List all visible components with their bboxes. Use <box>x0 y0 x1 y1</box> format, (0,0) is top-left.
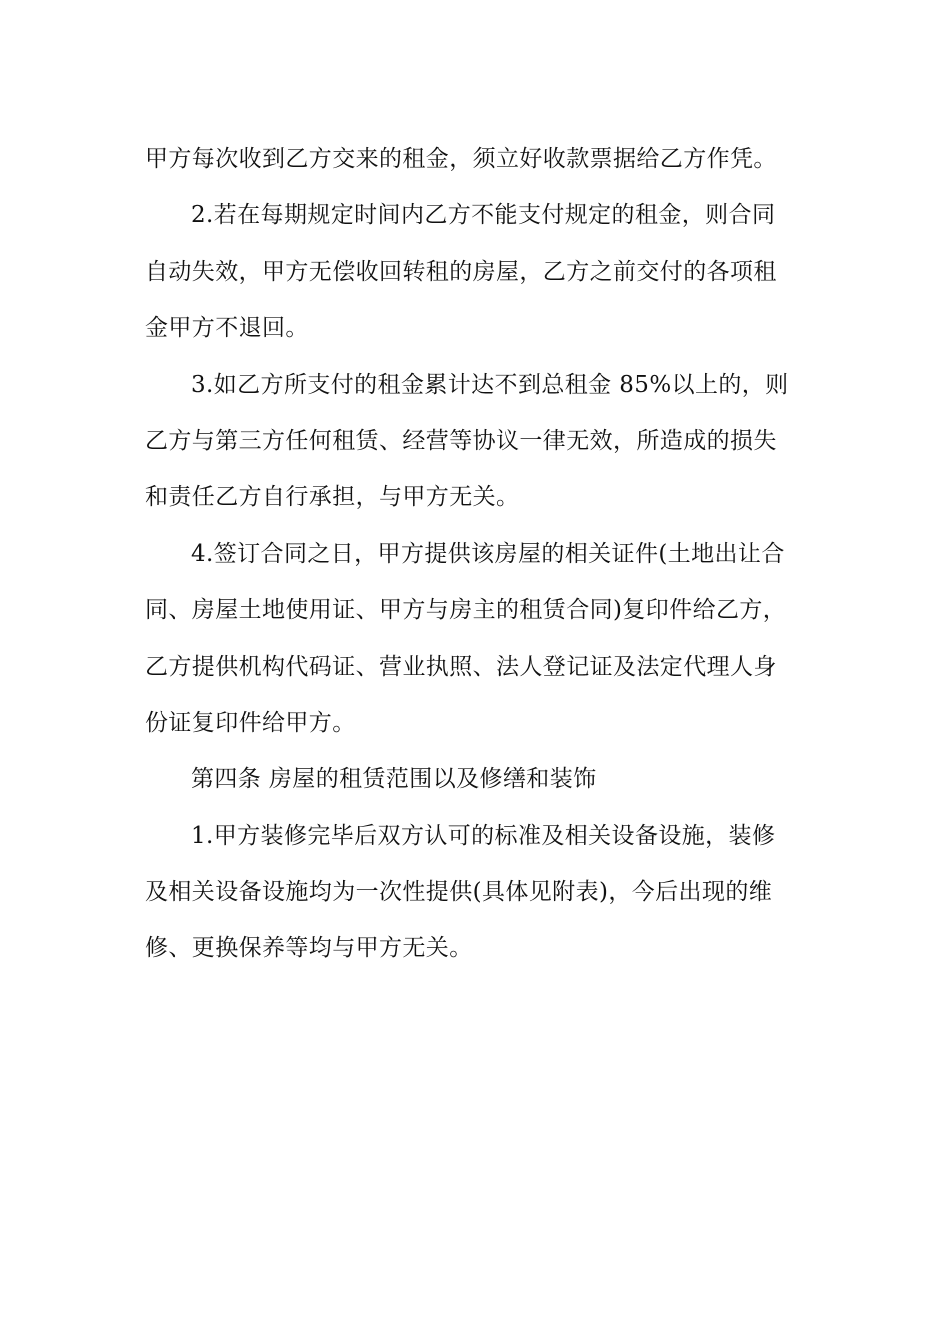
text-line: 4.签订合同之日，甲方提供该房屋的相关证件(土地出让合 <box>191 540 785 567</box>
text-line: 及相关设备设施均为一次性提供(具体见附表)，今后出现的维 <box>145 879 773 906</box>
text-line: 2.若在每期规定时间内乙方不能支付规定的租金，则合同 <box>191 202 776 229</box>
text-line: 乙方提供机构代码证、营业执照、法人登记证及法定代理人身 <box>145 653 777 680</box>
text-line: 乙方与第三方任何租赁、经营等协议一律无效，所造成的损失 <box>145 427 777 454</box>
text-line: 修、更换保养等均与甲方无关。 <box>145 935 473 962</box>
text-line: 同、房屋土地使用证、甲方与房主的租赁合同)复印件给乙方， <box>145 597 787 624</box>
section-heading: 第四条 房屋的租赁范围以及修缮和装饰 <box>191 766 597 793</box>
document-body <box>145 131 810 977</box>
text-line: 份证复印件给甲方。 <box>145 709 356 736</box>
text-line: 自动失效，甲方无偿收回转租的房屋，乙方之前交付的各项租 <box>145 258 777 285</box>
text-line: 和责任乙方自行承担，与甲方无关。 <box>145 484 520 511</box>
text-line: 金甲方不退回。 <box>145 315 309 342</box>
text-line: 1.甲方装修完毕后双方认可的标准及相关设备设施，装修 <box>191 822 776 849</box>
text-line: 甲方每次收到乙方交来的租金，须立好收款票据给乙方作凭。 <box>145 146 777 172</box>
text-line: 3.如乙方所支付的租金累计达不到总租金 85%以上的，则 <box>191 371 789 398</box>
